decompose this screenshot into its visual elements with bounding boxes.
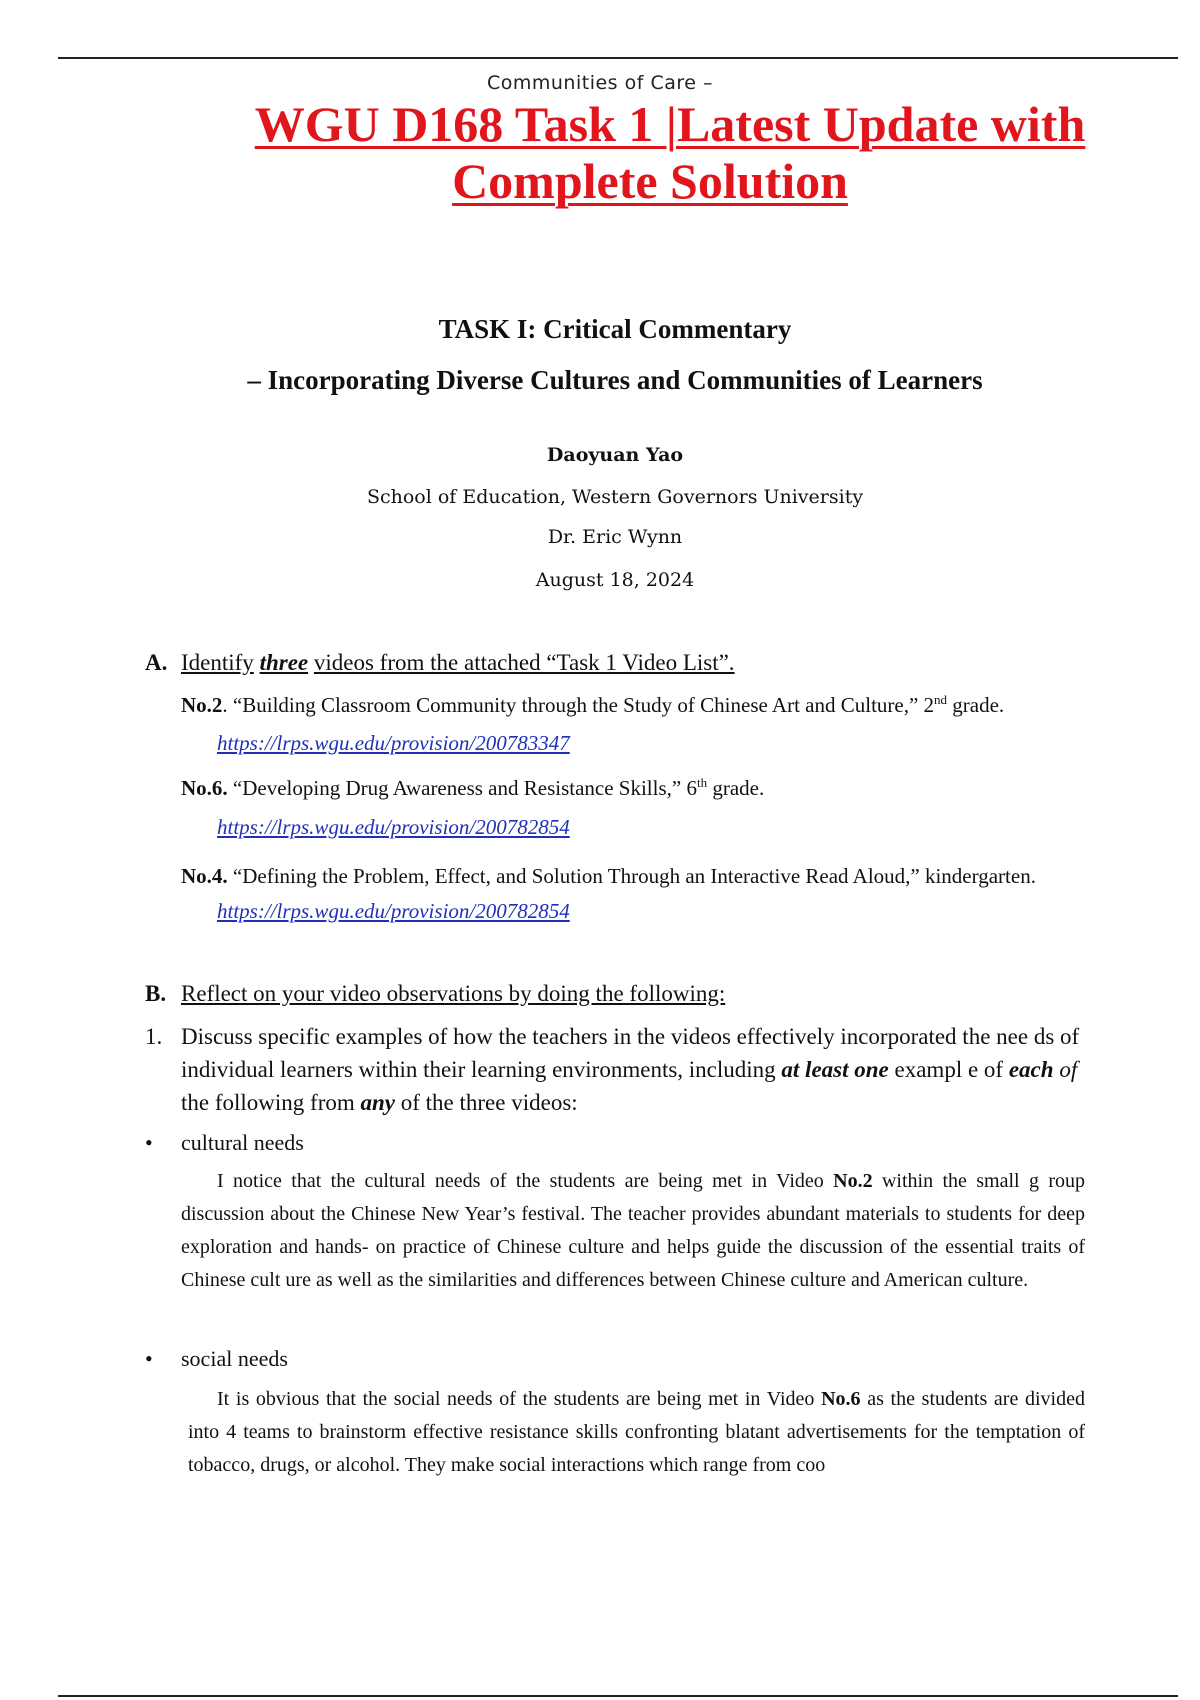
paper-date: August 18, 2024 (535, 569, 695, 591)
question-emphasis: each (1008, 1057, 1054, 1082)
question-text (181, 1020, 1081, 1119)
video-link[interactable]: https://lrps.wgu.edu/provision/200783347 (217, 731, 570, 755)
video-title-pre: . “Building Classroom Community through the Study of Chinese Art and Culture,” 2 (222, 693, 935, 717)
question-emphasis: any (360, 1090, 395, 1115)
video-item (181, 859, 1036, 889)
section-a-heading-post: videos from the attached “Task 1 Video List”. (313, 650, 735, 675)
section-a-heading-em: three (259, 650, 309, 675)
cultural-paragraph (181, 1165, 1085, 1297)
document-title-line-1: WGU D168 Task 1 |Latest Update with (254, 96, 1086, 152)
video-link[interactable]: https://lrps.wgu.edu/provision/200782854 (217, 815, 570, 839)
video-title-pre: “Defining the Problem, Effect, and Solution Through an Interactive Read Aloud,” kindergarten. (227, 864, 1036, 888)
video-title-pre: “Developing Drug Awareness and Resistance Skills,” 6 (227, 776, 697, 800)
video-reference: No.2 (833, 1170, 873, 1192)
running-head: Communities of Care – (486, 72, 713, 94)
section-b-letter: B. (145, 981, 167, 1006)
bullet-label: social needs (181, 1346, 288, 1371)
author-name: Daoyuan Yao (546, 444, 684, 466)
section-a-letter: A. (145, 650, 168, 675)
video-link[interactable]: https://lrps.wgu.edu/provision/200782854 (217, 899, 570, 923)
video-item (181, 692, 1004, 718)
section-b-heading (145, 981, 725, 1007)
paragraph-text: It is obvious that the social needs of the students are being met in Video (217, 1388, 822, 1410)
section-b-heading-text: Reflect on your video observations by doing the following: (181, 981, 726, 1006)
bullet-item-cultural (145, 1130, 304, 1156)
bullet-label: cultural needs (181, 1130, 304, 1155)
section-a-heading-pre: Identify (181, 650, 254, 675)
section-a-heading (145, 650, 735, 676)
bullet-item-social (145, 1346, 288, 1372)
question-text-part: Discuss specific examples of how the teachers in the videos effectively incorporated the nee ds of individual learners within their learning environments, including (181, 1024, 1080, 1082)
instructor: Dr. Eric Wynn (547, 526, 683, 548)
bottom-rule (58, 1695, 1178, 1697)
paper-title: TASK I: Critical Commentary (438, 314, 792, 344)
social-paragraph (188, 1383, 1085, 1482)
video-number: No.4. (181, 864, 228, 888)
top-rule (58, 57, 1178, 59)
question-text-part: exampl e of (888, 1057, 1009, 1082)
video-grade-sup: th (696, 775, 708, 790)
paragraph-text: as the students are divided into 4 teams to brainstorm effective resistance skills confronting blatant advertisements for the temptation of tobacco, drugs, or alcohol. They make social interactions which range from coo (188, 1388, 1085, 1476)
question-emphasis: of (1059, 1057, 1078, 1082)
bullet-icon: • (145, 1346, 153, 1371)
question-number: 1. (145, 1024, 163, 1049)
question-emphasis: at least one (781, 1057, 889, 1082)
video-title-post: grade. (947, 693, 1005, 717)
video-reference: No.6 (821, 1388, 861, 1410)
question-text-part: of the three videos: (395, 1090, 578, 1115)
video-number: No.2 (181, 693, 223, 717)
video-title-post: grade. (707, 776, 765, 800)
institution: School of Education, Western Governors University (366, 486, 864, 508)
document-title-line-2: Complete Solution (452, 153, 848, 209)
paragraph-text: I notice that the cultural needs of the students are being met in Video (217, 1170, 834, 1192)
paragraph-text: within the small g roup discussion about the Chinese New Year’s festival. The teacher provides abundant materials to students for deep exploration and hands- on practice of Chinese culture and helps guide the discussion of the essential traits of Chinese cult ure as well as the similarities and differences between Chinese culture and American culture. (181, 1170, 1085, 1291)
bullet-icon: • (145, 1130, 153, 1155)
video-number: No.6. (181, 776, 228, 800)
question-text-part: the following from (181, 1090, 361, 1115)
paper-subtitle: – Incorporating Diverse Cultures and Communities of Learners (247, 365, 983, 395)
question-item (145, 1020, 1085, 1119)
video-item (181, 775, 764, 801)
video-grade-sup: nd (934, 692, 948, 707)
